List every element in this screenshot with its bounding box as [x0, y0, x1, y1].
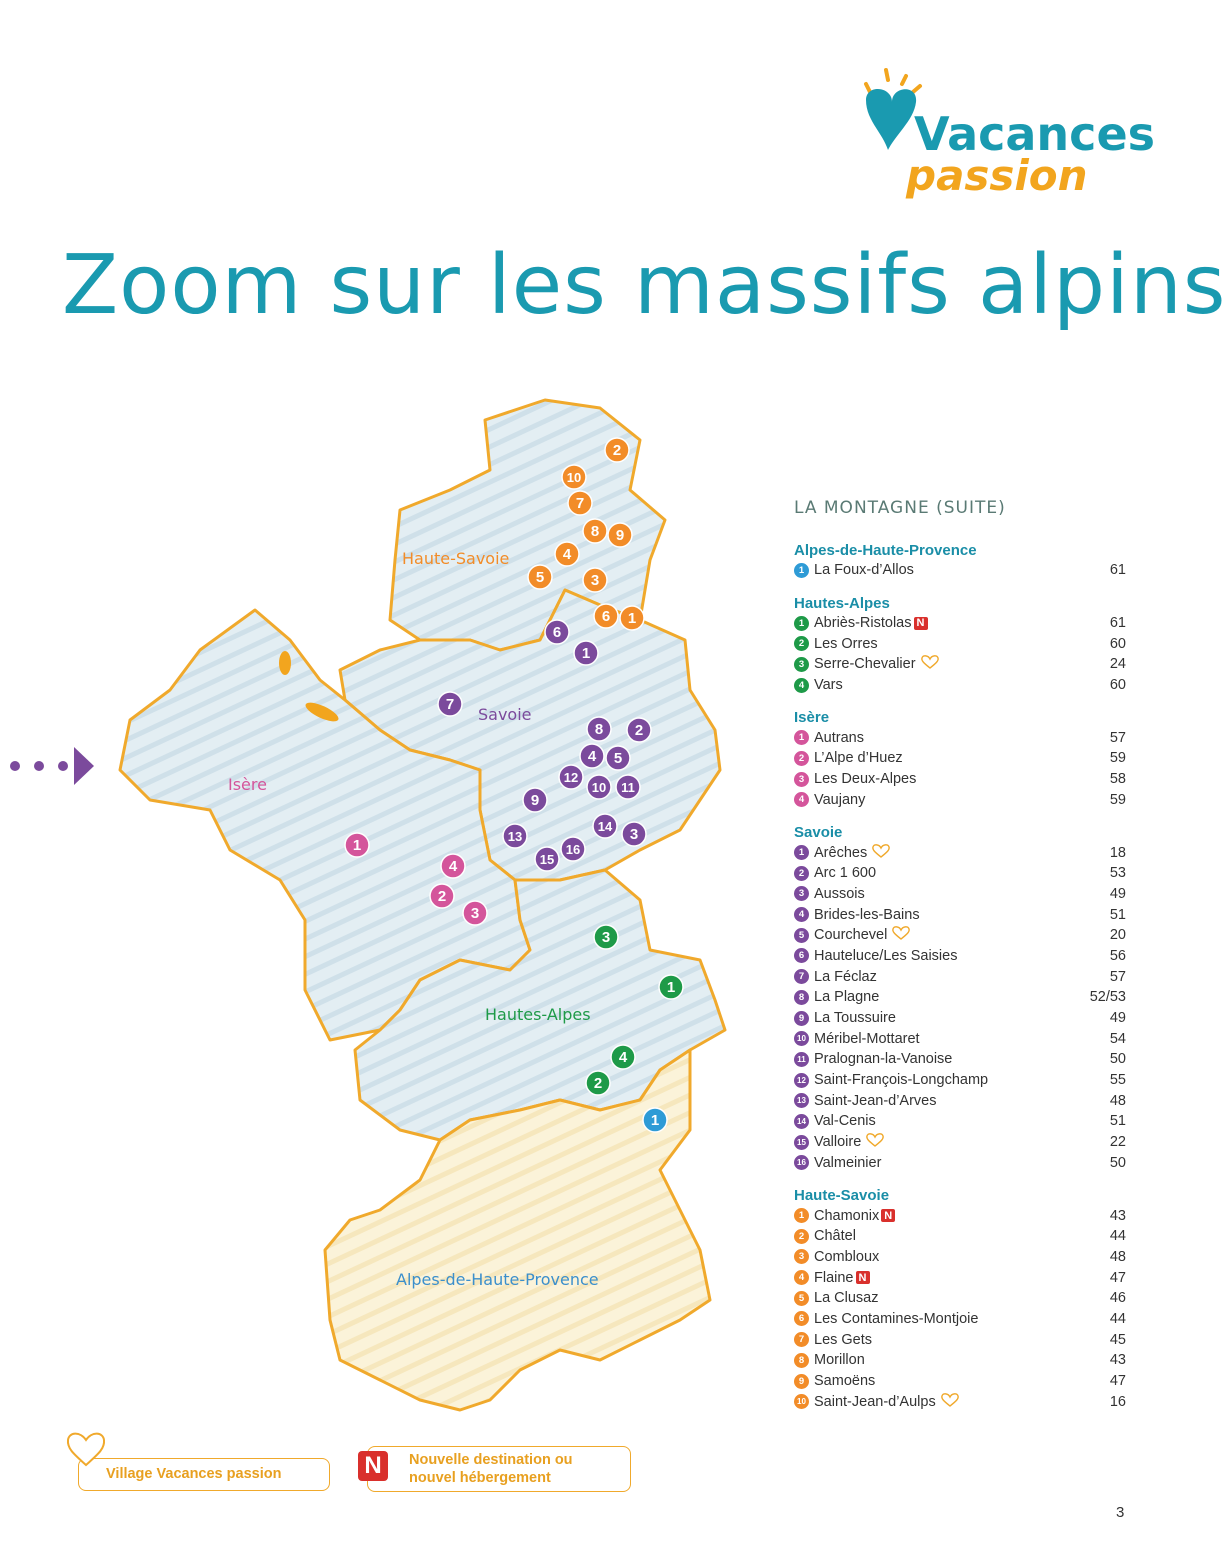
svg-text:3: 3	[590, 572, 600, 589]
resort-name-cell	[814, 1113, 1076, 1129]
number-badge: 1	[794, 730, 809, 745]
map-marker-haute-savoie-1	[620, 606, 644, 630]
page-ref: 54	[1109, 1030, 1126, 1047]
map-marker-savoie-7	[438, 692, 462, 716]
resort-name: Aussois	[814, 885, 865, 902]
list-item	[794, 1070, 1126, 1091]
resort-name: Les Orres	[814, 635, 878, 652]
number-badge: 1	[794, 845, 809, 860]
resort-name-cell	[814, 615, 1076, 631]
resort-name: Serre-Chevalier	[814, 656, 916, 673]
list-item	[794, 1309, 1126, 1330]
list-item	[794, 727, 1126, 748]
resort-name-cell	[814, 1010, 1076, 1026]
svg-text:8: 8	[594, 721, 604, 738]
svg-text:16: 16	[565, 842, 581, 857]
resort-name-cell	[814, 1392, 1076, 1412]
svg-text:2: 2	[634, 722, 644, 739]
resort-name-cell	[814, 1051, 1076, 1067]
resort-name-cell	[814, 969, 1076, 985]
page-ref: 59	[1109, 791, 1126, 808]
resort-name: Saint-Jean-d’Arves	[814, 1092, 937, 1109]
number-badge: 9	[794, 1374, 809, 1389]
resort-name: Les Contamines-Montjoie	[814, 1310, 979, 1327]
number-badge: 16	[794, 1155, 809, 1170]
resort-name-cell	[814, 771, 1076, 787]
svg-text:10: 10	[591, 780, 607, 795]
svg-text:4: 4	[562, 546, 572, 563]
resort-name: La Plagne	[814, 989, 880, 1006]
page-ref: 45	[1109, 1331, 1126, 1348]
resort-name-cell	[814, 1072, 1076, 1088]
resort-name-cell	[814, 907, 1076, 923]
map-marker-savoie-13	[503, 824, 527, 848]
map-marker-haute-savoie-3	[583, 568, 607, 592]
svg-text:2: 2	[593, 1075, 603, 1092]
svg-text:3: 3	[470, 905, 480, 922]
resort-name: Brides-les-Bains	[814, 906, 920, 923]
number-badge: 1	[794, 616, 809, 631]
region-section	[794, 595, 1126, 696]
list-item	[794, 1391, 1126, 1412]
number-badge: 5	[794, 1291, 809, 1306]
resort-name: Les Deux-Alpes	[814, 771, 917, 788]
resort-name-cell	[814, 1332, 1076, 1348]
number-badge: 3	[794, 886, 809, 901]
list-item	[794, 1028, 1126, 1049]
page-ref: 57	[1109, 729, 1126, 746]
region-section	[794, 824, 1126, 1173]
resort-name-cell	[814, 1373, 1076, 1389]
map-marker-haute-savoie-4	[555, 542, 579, 566]
resort-name: Les Gets	[814, 1331, 873, 1348]
page-number: 3	[1116, 1504, 1125, 1521]
svg-text:15: 15	[539, 852, 555, 867]
list-item	[794, 1008, 1126, 1029]
resort-name-cell	[814, 1270, 1076, 1286]
list-item	[794, 946, 1126, 967]
region-section	[794, 542, 1126, 581]
map-marker-savoie-15	[535, 847, 559, 871]
page-ref: 53	[1109, 865, 1126, 882]
region-section	[794, 709, 1126, 810]
map-marker-isere-1	[345, 833, 369, 857]
list-item	[794, 987, 1126, 1008]
resort-name-cell	[814, 886, 1076, 902]
page-ref: 50	[1109, 1154, 1126, 1171]
svg-text:4: 4	[618, 1049, 628, 1066]
svg-text:1: 1	[627, 610, 637, 627]
map-label-haute-savoie: Haute-Savoie	[402, 549, 510, 568]
number-badge: 3	[794, 657, 809, 672]
number-badge: 2	[794, 866, 809, 881]
number-badge: 13	[794, 1093, 809, 1108]
map-marker-savoie-5	[606, 746, 630, 770]
resort-name-cell	[814, 1290, 1076, 1306]
resort-name: Vaujany	[814, 791, 866, 808]
resort-name: Flaine	[814, 1269, 854, 1286]
number-badge: 9	[794, 1011, 809, 1026]
list-item	[794, 1247, 1126, 1268]
map-marker-savoie-10	[587, 775, 611, 799]
region-name: Alpes-de-Haute-Provence	[794, 542, 977, 559]
svg-text:11: 11	[621, 780, 635, 795]
map-marker-savoie-6	[545, 620, 569, 644]
number-badge: 1	[794, 1208, 809, 1223]
list-item	[794, 1226, 1126, 1247]
number-badge: 2	[794, 751, 809, 766]
page-ref: 50	[1109, 1051, 1126, 1068]
region-section	[794, 1187, 1126, 1412]
map-marker-savoie-3	[622, 822, 646, 846]
svg-text:6: 6	[601, 608, 611, 625]
legend-new-line2: nouvel hébergement	[409, 1470, 551, 1486]
page-ref: 48	[1109, 1248, 1126, 1265]
list-item	[794, 1350, 1126, 1371]
number-badge: 4	[794, 1270, 809, 1285]
page-ref: 49	[1109, 885, 1126, 902]
list-item	[794, 904, 1126, 925]
page-ref: 43	[1109, 1352, 1126, 1369]
map-label-savoie: Savoie	[478, 705, 532, 724]
map-marker-hautes-alpes-2	[586, 1071, 610, 1095]
logo-passion-text: passion	[906, 151, 1088, 200]
page-ref: 57	[1109, 968, 1126, 985]
resort-name: Abriès-Ristolas	[814, 615, 912, 632]
resort-name-cell	[814, 750, 1076, 766]
resort-name: Chamonix	[814, 1207, 880, 1224]
list-item	[794, 654, 1126, 675]
svg-text:8: 8	[590, 523, 600, 540]
resort-name: La Toussuire	[814, 1010, 896, 1027]
page-ref: 49	[1109, 1010, 1126, 1027]
svg-text:4: 4	[587, 748, 597, 765]
list-item	[794, 675, 1126, 696]
page-ref: 44	[1109, 1228, 1126, 1245]
list-item	[794, 1090, 1126, 1111]
list-item	[794, 633, 1126, 654]
resort-name-cell	[814, 1228, 1076, 1244]
number-badge: 4	[794, 907, 809, 922]
resort-name-cell	[814, 1155, 1076, 1171]
resort-name-cell	[814, 1311, 1076, 1327]
map-label-alpes-de-haute-provence: Alpes-de-Haute-Provence	[396, 1270, 599, 1289]
resort-name: Hauteluce/Les Saisies	[814, 947, 958, 964]
number-badge: 15	[794, 1135, 809, 1150]
page-ref: 22	[1109, 1134, 1126, 1151]
list-item	[794, 790, 1126, 811]
map-marker-haute-savoie-2	[605, 438, 629, 462]
svg-text:12: 12	[563, 770, 579, 785]
page-ref: 61	[1109, 562, 1126, 579]
resort-name-cell	[814, 1093, 1076, 1109]
page-title: Zoom sur les massifs alpins	[62, 238, 1227, 333]
map-marker-hautes-alpes-4	[611, 1045, 635, 1069]
map-marker-savoie-2	[627, 718, 651, 742]
new-badge-icon: N	[358, 1451, 388, 1481]
page-ref: 48	[1109, 1092, 1126, 1109]
number-badge: 14	[794, 1114, 809, 1129]
resort-name: Pralognan-la-Vanoise	[814, 1051, 953, 1068]
page-ref: 51	[1109, 906, 1126, 923]
map-marker-isere-4	[441, 854, 465, 878]
page-ref: 47	[1109, 1269, 1126, 1286]
svg-text:7: 7	[575, 495, 585, 512]
number-badge: 7	[794, 969, 809, 984]
page-ref: 18	[1109, 844, 1126, 861]
map-label-hautes-alpes: Hautes-Alpes	[485, 1005, 591, 1024]
heart-outline-icon	[65, 1429, 107, 1469]
resort-name-cell	[814, 925, 1076, 945]
list-item	[794, 884, 1126, 905]
map-marker-savoie-12	[559, 765, 583, 789]
resort-name-cell	[814, 677, 1076, 693]
map-label-isere: Isère	[228, 775, 267, 794]
logo-vacances-text: Vacances	[914, 107, 1156, 161]
svg-text:10: 10	[566, 470, 582, 485]
page-ref: 51	[1109, 1113, 1126, 1130]
resort-name-cell	[814, 654, 1076, 674]
heart-outline-icon	[940, 1392, 960, 1412]
list-item	[794, 966, 1126, 987]
page-ref: 46	[1109, 1290, 1126, 1307]
number-badge: 4	[794, 792, 809, 807]
number-badge: 2	[794, 1229, 809, 1244]
number-badge: 3	[794, 772, 809, 787]
map-marker-haute-savoie-7	[568, 491, 592, 515]
resort-name-cell	[814, 1249, 1076, 1265]
number-badge: 1	[794, 563, 809, 578]
region-name: Haute-Savoie	[794, 1187, 890, 1205]
list-item	[794, 1049, 1126, 1070]
map-marker-savoie-16	[561, 837, 585, 861]
number-badge: 12	[794, 1073, 809, 1088]
region-name: Isère	[794, 709, 830, 727]
map-marker-haute-savoie-6	[594, 604, 618, 628]
map-marker-hautes-alpes-3	[594, 925, 618, 949]
map-marker-savoie-8	[587, 717, 611, 741]
resort-name: Châtel	[814, 1228, 856, 1245]
page-ref: 59	[1109, 750, 1126, 767]
region-name: Savoie	[794, 824, 843, 842]
map-marker-savoie-1	[574, 641, 598, 665]
svg-text:1: 1	[581, 645, 591, 662]
resort-name-cell	[814, 843, 1076, 863]
resort-name: Valloire	[814, 1134, 862, 1151]
svg-text:5: 5	[535, 569, 545, 586]
list-item	[794, 1205, 1126, 1226]
resort-name: Val-Cenis	[814, 1113, 876, 1130]
svg-text:1: 1	[352, 837, 362, 854]
sun-rays-icon	[866, 70, 920, 92]
page-ref: 58	[1109, 771, 1126, 788]
number-badge: 8	[794, 990, 809, 1005]
list-item	[794, 748, 1126, 769]
number-badge: 5	[794, 928, 809, 943]
map-marker-savoie-4	[580, 744, 604, 768]
resort-name: Arc 1 600	[814, 865, 877, 882]
resort-name: Saint-Jean-d’Aulps	[814, 1393, 936, 1410]
resort-name: Courchevel	[814, 927, 888, 944]
resort-name-cell	[814, 1132, 1076, 1152]
resort-name-cell	[814, 1208, 1076, 1224]
resort-name: Méribel-Mottaret	[814, 1030, 920, 1047]
map-marker-haute-savoie-10	[562, 465, 586, 489]
map-marker-savoie-14	[593, 814, 617, 838]
vacances-passion-logo	[858, 62, 1156, 202]
page-ref: 47	[1109, 1373, 1126, 1390]
alps-map	[0, 390, 760, 1420]
number-badge: 11	[794, 1052, 809, 1067]
resort-list	[794, 498, 1126, 1426]
section-heading: LA MONTAGNE (SUITE)	[794, 498, 1006, 518]
resort-name-cell	[814, 948, 1076, 964]
resort-name-cell	[814, 562, 1076, 578]
resort-name-cell	[814, 989, 1076, 1005]
svg-text:13: 13	[507, 829, 523, 844]
legend-new	[364, 1446, 631, 1492]
number-badge: 3	[794, 1249, 809, 1264]
number-badge: 2	[794, 636, 809, 651]
map-marker-hautes-alpes-1	[659, 975, 683, 999]
svg-text:5: 5	[613, 750, 623, 767]
legend-village	[78, 1458, 330, 1491]
new-badge-icon: N	[881, 1209, 895, 1222]
resort-name: L’Alpe d’Huez	[814, 750, 903, 767]
list-item	[794, 1153, 1126, 1174]
number-badge: 8	[794, 1353, 809, 1368]
page-ref: 55	[1109, 1072, 1126, 1089]
resort-name: Samoëns	[814, 1373, 876, 1390]
resort-name: Autrans	[814, 729, 864, 746]
map-marker-isere-2	[430, 884, 454, 908]
map-marker-ahp-1	[643, 1108, 667, 1132]
resort-name: La Féclaz	[814, 968, 877, 985]
svg-text:9: 9	[530, 792, 540, 809]
list-item	[794, 1111, 1126, 1132]
list-item	[794, 560, 1126, 581]
map-marker-haute-savoie-5	[528, 565, 552, 589]
resort-name: Valmeinier	[814, 1154, 882, 1171]
list-item	[794, 769, 1126, 790]
resort-name: Morillon	[814, 1352, 865, 1369]
map-marker-savoie-11	[616, 775, 640, 799]
page-ref: 16	[1109, 1393, 1126, 1410]
svg-text:4: 4	[448, 858, 458, 875]
resort-name-cell	[814, 865, 1076, 881]
resort-name: Combloux	[814, 1248, 880, 1265]
resort-name: Vars	[814, 677, 843, 694]
number-badge: 10	[794, 1394, 809, 1409]
svg-text:9: 9	[615, 527, 625, 544]
list-item	[794, 1267, 1126, 1288]
heart-outline-icon	[871, 843, 891, 863]
page-ref: 61	[1109, 615, 1126, 632]
resort-name: Arêches	[814, 844, 868, 861]
svg-text:1: 1	[650, 1112, 660, 1129]
svg-text:3: 3	[629, 826, 639, 843]
svg-text:2: 2	[437, 888, 447, 905]
region-list	[794, 542, 1126, 1412]
list-item	[794, 925, 1126, 946]
page-ref: 52/53	[1089, 989, 1126, 1006]
resort-name: La Foux-d’Allos	[814, 562, 914, 579]
number-badge: 6	[794, 948, 809, 963]
heart-outline-icon	[920, 654, 940, 674]
resort-name-cell	[814, 1031, 1076, 1047]
resort-name-cell	[814, 730, 1076, 746]
list-item	[794, 1288, 1126, 1309]
page-ref: 60	[1109, 677, 1126, 694]
svg-text:14: 14	[597, 819, 613, 834]
svg-text:6: 6	[552, 624, 562, 641]
svg-text:2: 2	[612, 442, 622, 459]
page-ref: 20	[1109, 927, 1126, 944]
page-ref: 24	[1109, 656, 1126, 673]
number-badge: 4	[794, 678, 809, 693]
heart-v-icon	[866, 89, 916, 150]
resort-name-cell	[814, 636, 1076, 652]
list-item	[794, 1329, 1126, 1350]
resort-name-cell	[814, 792, 1076, 808]
legend-village-label: Village Vacances passion	[106, 1466, 282, 1482]
map-marker-haute-savoie-9	[608, 523, 632, 547]
map-marker-isere-3	[463, 901, 487, 925]
map-marker-haute-savoie-8	[583, 519, 607, 543]
map-marker-savoie-9	[523, 788, 547, 812]
heart-outline-icon	[891, 925, 911, 945]
resort-name-cell	[814, 1352, 1076, 1368]
resort-name: La Clusaz	[814, 1290, 879, 1307]
new-badge-icon: N	[856, 1271, 870, 1284]
new-badge-icon: N	[914, 617, 928, 630]
region-name: Hautes-Alpes	[794, 594, 890, 612]
page-ref: 56	[1109, 947, 1126, 964]
list-item	[794, 863, 1126, 884]
heart-outline-icon	[865, 1132, 885, 1152]
svg-text:3: 3	[601, 929, 611, 946]
number-badge: 6	[794, 1311, 809, 1326]
resort-name: Saint-François-Longchamp	[814, 1072, 989, 1089]
page-ref: 44	[1109, 1310, 1126, 1327]
page-ref: 43	[1109, 1207, 1126, 1224]
svg-text:7: 7	[445, 696, 455, 713]
svg-text:1: 1	[666, 979, 676, 996]
list-item	[794, 842, 1126, 863]
list-item	[794, 1371, 1126, 1392]
number-badge: 10	[794, 1031, 809, 1046]
list-item	[794, 613, 1126, 634]
number-badge: 7	[794, 1332, 809, 1347]
legend-new-line1: Nouvelle destination ou	[409, 1452, 573, 1468]
page-ref: 60	[1109, 635, 1126, 652]
list-item	[794, 1132, 1126, 1153]
